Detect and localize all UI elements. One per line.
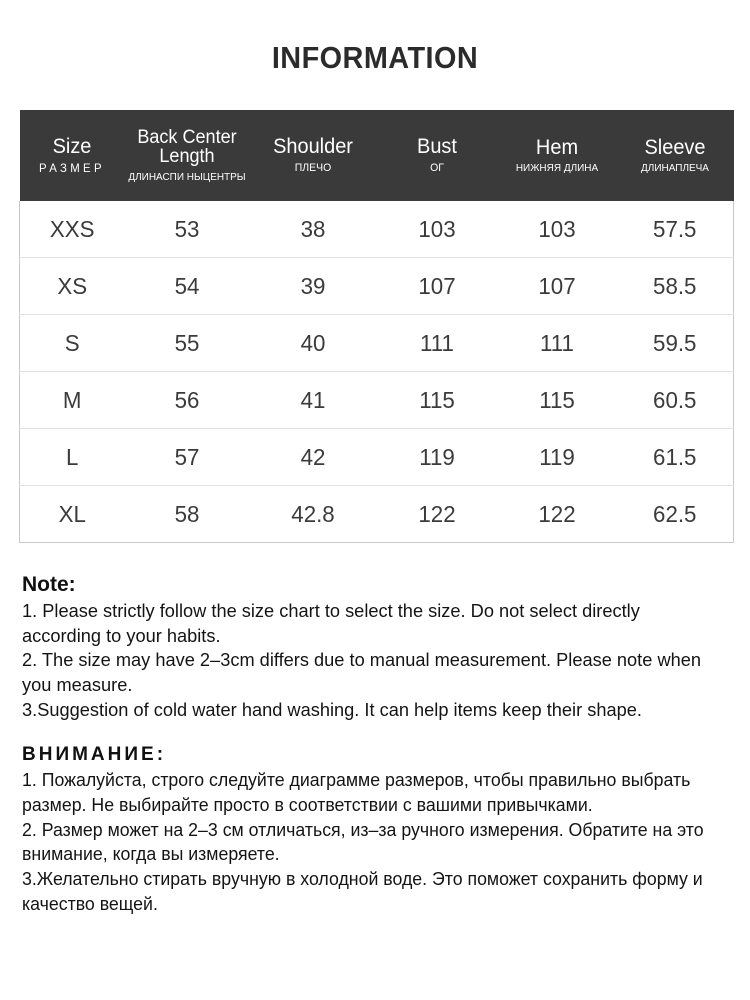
cell-size: L <box>21 429 122 486</box>
cell-shoulder: 40 <box>251 315 373 372</box>
cell-sleeve: 58.5 <box>617 258 731 315</box>
column-header-hem-ru: НИЖНЯЯ ДЛИНА <box>515 161 598 174</box>
notes-russian-line-1: 1. Пожалуйста, строго следуйте диаграмме размеров, чтобы правильно выбрать размер. Не выбирайте просто в соответствии с вашими привычками. <box>22 769 691 815</box>
column-header-shoulder-ru: ПЛЕЧО <box>294 162 331 175</box>
size-chart-body <box>20 201 734 543</box>
column-header-hem-en: Hem <box>535 135 578 159</box>
header-row <box>20 110 734 201</box>
page-title: INFORMATION <box>271 40 479 75</box>
cell-size: XL <box>21 486 122 543</box>
column-header-back-center-length <box>124 110 250 201</box>
cell-bust: 107 <box>377 258 495 315</box>
notes-english-line-3: 3.Suggestion of cold water hand washing. It can help items keep their shape. <box>22 698 642 720</box>
cell-size: XXS <box>21 201 122 258</box>
cell-shoulder: 39 <box>251 258 373 315</box>
table-row <box>20 258 734 315</box>
table-row <box>20 201 734 258</box>
notes-russian-line-3: 3.Желательно стирать вручную в холодной воде. Это поможет сохранить форму и качество вещей. <box>22 869 703 915</box>
cell-shoulder: 38 <box>251 201 373 258</box>
column-header-bust-en: Bust <box>416 135 457 159</box>
cell-sleeve: 57.5 <box>617 201 731 258</box>
cell-back-center-length: 55 <box>125 315 247 372</box>
notes-russian-line-2: 2. Размер может на 2–3 см отличаться, из–за ручного измерения. Обратите на это внимание, когда вы измеряете. <box>22 819 704 865</box>
column-header-shoulder <box>250 110 376 201</box>
column-header-bust <box>376 110 498 201</box>
notes-english-heading: Note: <box>22 573 76 596</box>
cell-back-center-length: 56 <box>125 372 247 429</box>
size-chart-header <box>20 110 734 201</box>
cell-sleeve: 59.5 <box>617 315 731 372</box>
cell-hem: 122 <box>499 486 613 543</box>
cell-back-center-length: 54 <box>125 258 247 315</box>
cell-bust: 119 <box>377 429 495 486</box>
cell-sleeve: 60.5 <box>617 372 731 429</box>
cell-bust: 103 <box>377 201 495 258</box>
column-header-bust-ru: ОГ <box>429 162 444 175</box>
notes-english-line-2: 2. The size may have 2–3cm differs due to manual measurement. Please note when you measure. <box>22 649 702 696</box>
column-header-size-en: Size <box>52 134 91 158</box>
cell-back-center-length: 58 <box>125 486 247 543</box>
table-row <box>20 315 734 372</box>
cell-sleeve: 62.5 <box>617 486 731 543</box>
table-row <box>20 486 734 543</box>
column-header-size-ru: РАЗМЕР <box>38 160 105 175</box>
table-row <box>20 372 734 429</box>
cell-hem: 119 <box>499 429 613 486</box>
notes-russian <box>22 743 728 917</box>
column-header-sleeve-en: Sleeve <box>643 135 706 159</box>
cell-bust: 122 <box>377 486 495 543</box>
column-header-size <box>20 110 124 201</box>
cell-back-center-length: 57 <box>125 429 247 486</box>
notes-russian-heading: ВНИМАНИЕ: <box>22 744 167 766</box>
cell-shoulder: 42.8 <box>251 486 373 543</box>
table-row <box>20 429 734 486</box>
cell-hem: 103 <box>499 201 613 258</box>
column-header-back-center-length-ru: ДЛИНАСПИ НЫЦЕНТРЫ <box>127 170 246 183</box>
size-chart-table <box>19 110 734 543</box>
cell-shoulder: 42 <box>251 429 373 486</box>
cell-size: M <box>21 372 122 429</box>
cell-bust: 115 <box>377 372 495 429</box>
cell-back-center-length: 53 <box>125 201 247 258</box>
notes-section <box>22 572 728 917</box>
column-header-sleeve <box>616 110 734 201</box>
cell-hem: 115 <box>499 372 613 429</box>
cell-shoulder: 41 <box>251 372 373 429</box>
column-header-sleeve-ru: ДЛИНАПЛЕЧА <box>640 161 709 174</box>
column-header-hem <box>498 110 616 201</box>
column-header-shoulder-en: Shoulder <box>272 135 353 159</box>
notes-english <box>22 572 728 722</box>
cell-hem: 107 <box>499 258 613 315</box>
cell-hem: 111 <box>499 315 613 372</box>
cell-size: S <box>21 315 122 372</box>
column-header-back-center-length-en: Back Center Length <box>136 126 237 168</box>
notes-english-line-1: 1. Please strictly follow the size chart to select the size. Do not select directly according to your habits. <box>22 600 640 646</box>
cell-size: XS <box>21 258 122 315</box>
cell-bust: 111 <box>377 315 495 372</box>
cell-sleeve: 61.5 <box>617 429 731 486</box>
